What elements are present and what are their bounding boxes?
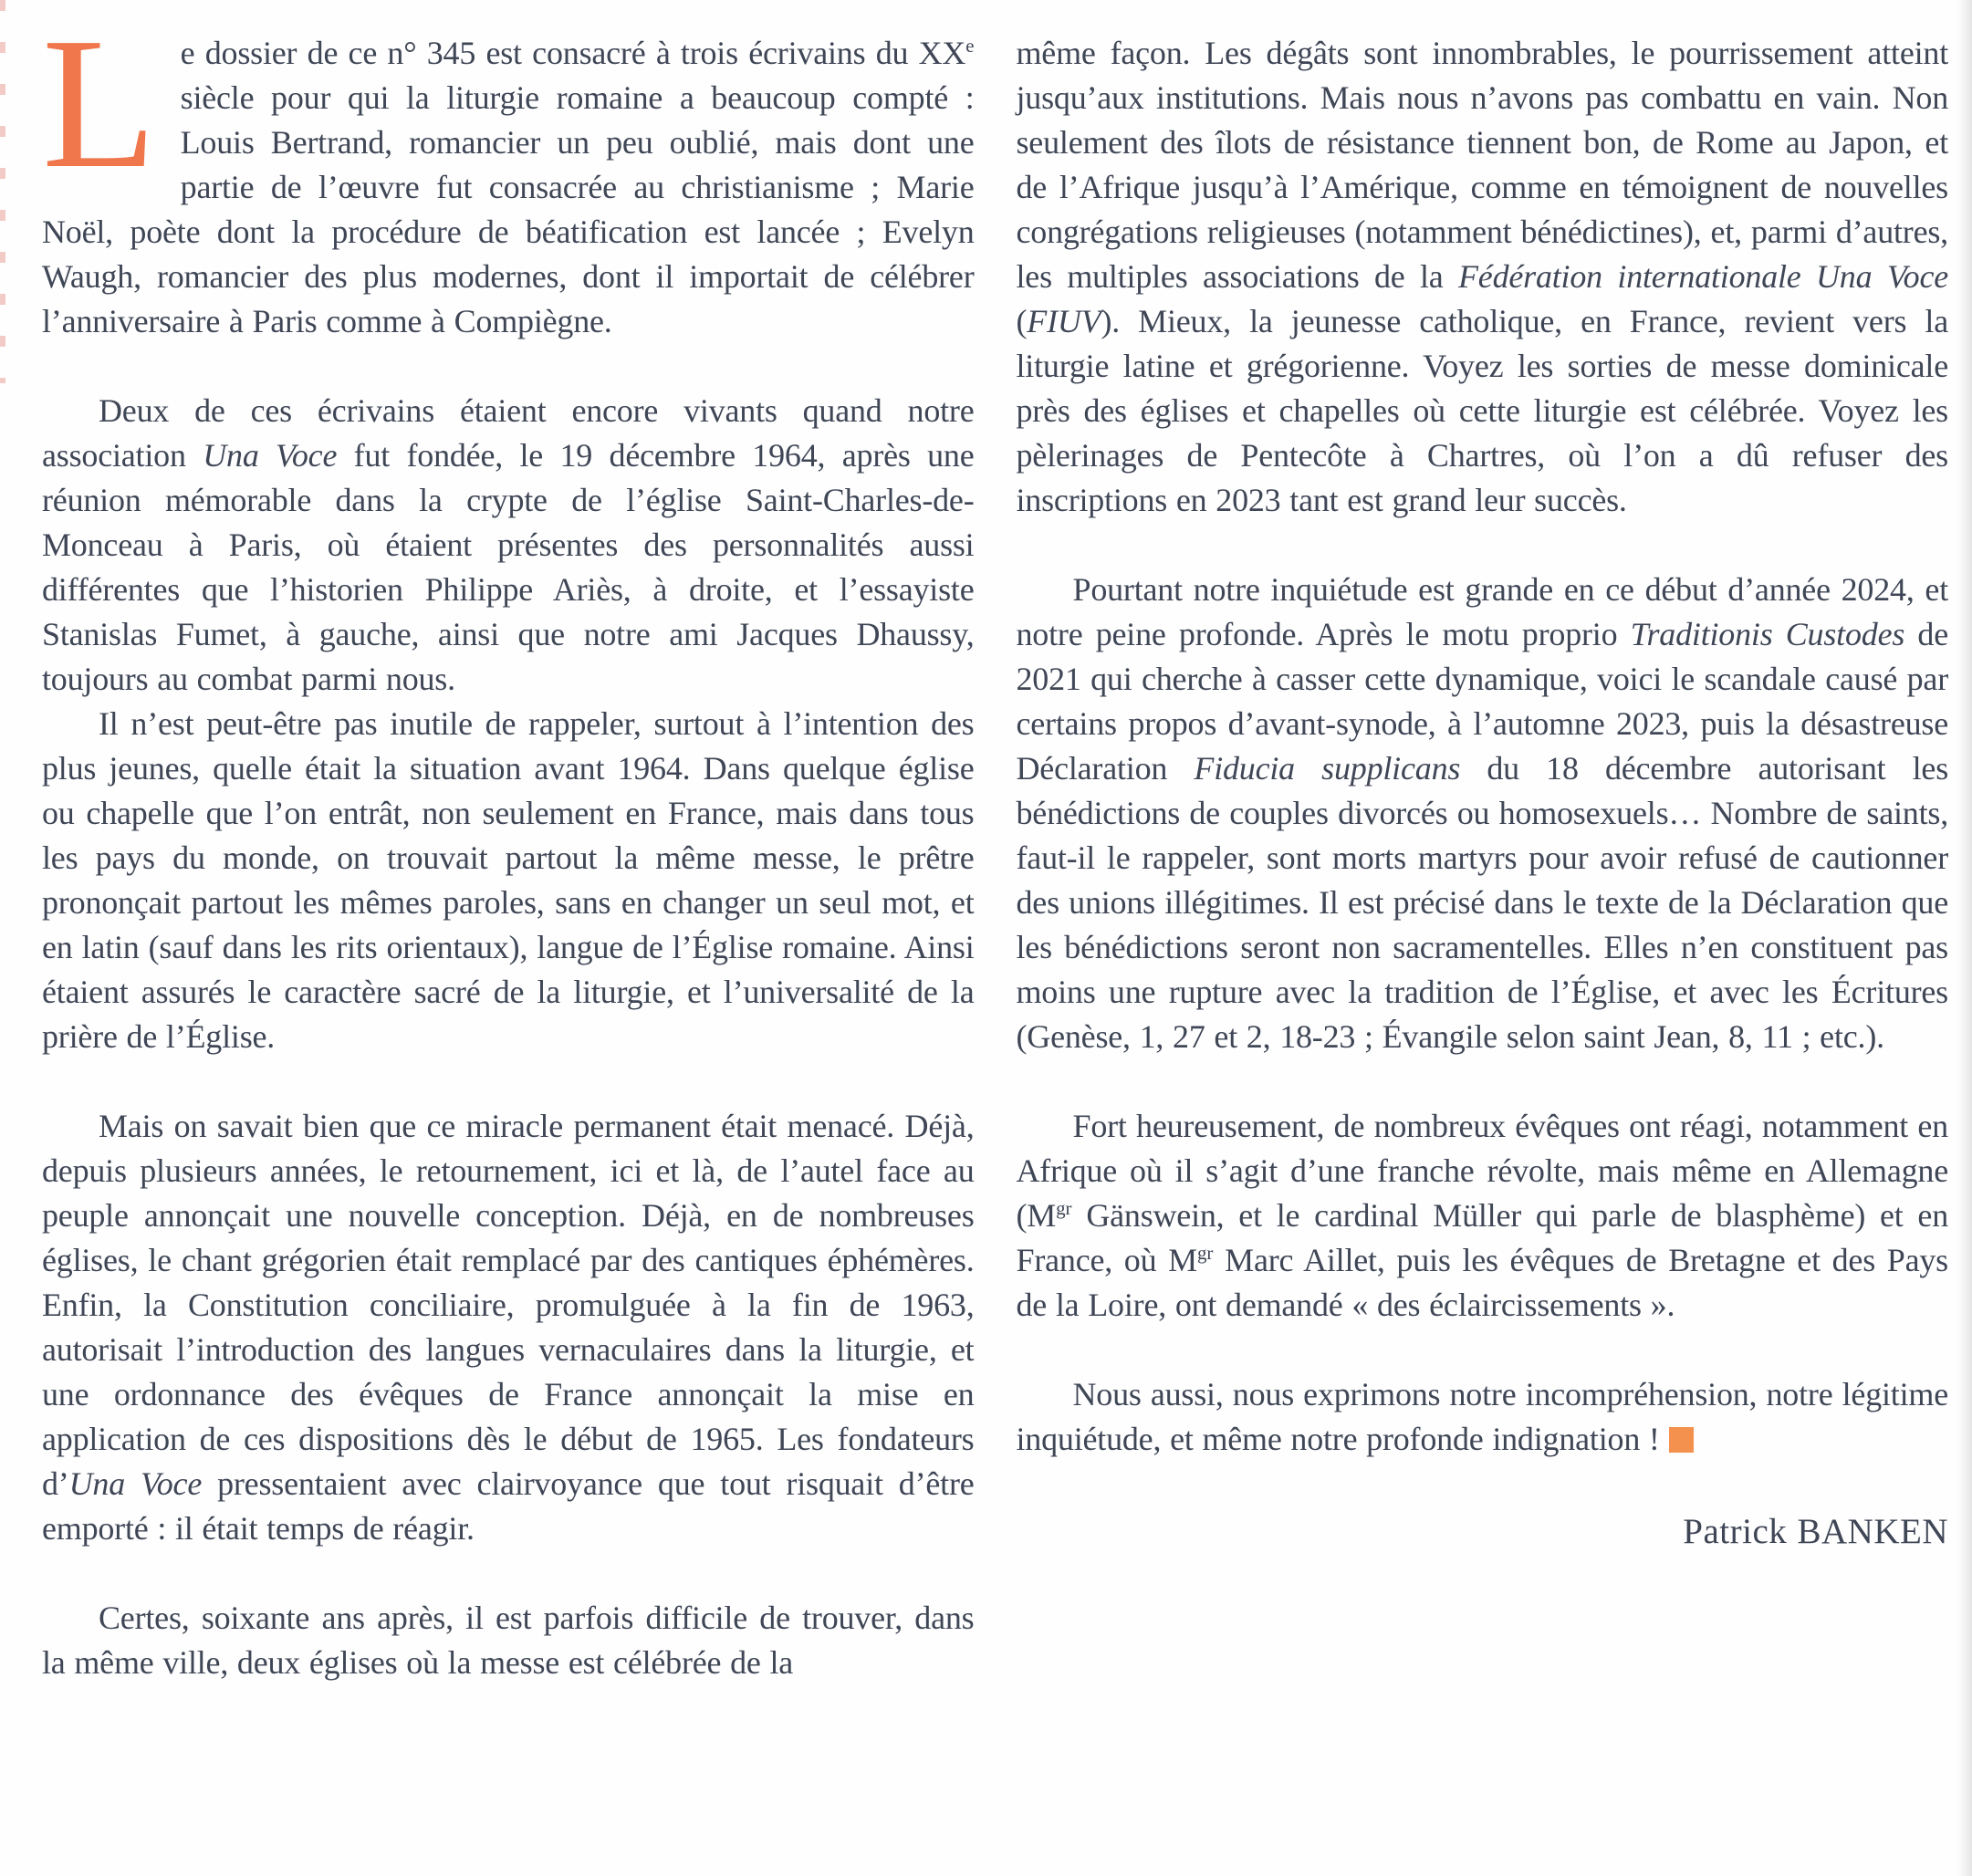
paragraph: [42, 389, 975, 702]
column-left: [42, 0, 975, 1876]
paragraph: [42, 1104, 975, 1551]
body-text: Nous aussi, nous exprimons notre incompréhension, notre légitime inquiétude, et même notre profonde indignation !: [1016, 1376, 1948, 1457]
superscript-text: gr: [1196, 1242, 1214, 1264]
paragraph: [42, 0, 975, 344]
paragraph: [1017, 568, 1949, 1059]
paragraph: [42, 702, 975, 1059]
italic-text: Una Voce: [203, 437, 338, 474]
drop-cap-letter: L: [42, 0, 157, 207]
column-right: [1017, 31, 1949, 1876]
paragraph: [1017, 1104, 1949, 1328]
italic-text: FIUV: [1027, 303, 1101, 339]
body-text: Fort heureusement, de nombreux évêques ont réagi, notamment en Afrique où il s’agit d’une franche révolte, mais même en Allemagne (M: [1016, 1108, 1948, 1234]
body-text: même façon. Les dégâts sont innombrables, le pourrissement atteint jusqu’aux institutions. Mais nous n’avons pas combattu en vain. Non seulement des îlots de résistance tiennent bon, de Rome au Japon, et de l’Afrique jusqu’à l’Amérique, comme en témoignent de nouvelles congrégations religieuses (notamment bénédictines), et, parmi d’autres, les multiples associations de la: [1016, 35, 1948, 295]
body-text: Mais on savait bien que ce miracle permanent était menacé. Déjà, depuis plusieurs années, le retournement, ici et là, de l’autel face au peuple annonçait une nouvelle conception. Déjà, en de nombreuses églises, le chant grégorien était remplacé par des cantiques éphémères. Enfin, la Constitution conciliaire, promulguée à la fin de 1963, autorisait l’introduction des langues vernaculaires dans la liturgie, et une ordonnance des évêques de France annonçait la mise en application de ces dispositions dès le début de 1965. Les fondateurs d’: [42, 1108, 975, 1502]
body-text: (: [1016, 303, 1028, 339]
body-text: e dossier de ce n° 345 est consacré à trois écrivains du XX: [180, 35, 966, 71]
superscript-text: gr: [1056, 1197, 1072, 1219]
body-text: siècle pour qui la liturgie romaine a beaucoup compté : Louis Bertrand, romancier un peu oublié, mais dont une partie de l’œuvre fut consacrée au christianisme ; Marie Noël, poète dont la procédure de béatification est lancée ; Evelyn Waugh, romancier des plus modernes, dont il importait de célébrer l’anniversaire à Paris comme à Compiègne.: [42, 79, 975, 339]
body-text: Marc Aillet, puis les évêques de Bretagne et des Pays de la Loire, ont demandé « des éclaircissements ».: [1016, 1242, 1948, 1323]
italic-text: Una Voce: [68, 1465, 203, 1502]
body-text: Il n’est peut-être pas inutile de rappeler, surtout à l’intention des plus jeunes, quelle était la situation avant 1964. Dans quelque église ou chapelle que l’on entrât, non seulement en France, mais dans tous les pays du monde, on trouvait partout la même messe, le prêtre prononçait partout les mêmes paroles, sans en changer un seul mot, et en latin (sauf dans les rits orientaux), langue de l’Église romaine. Ainsi étaient assurés le caractère sacré de la liturgie, et l’universalité de la prière de l’Église.: [42, 705, 975, 1055]
paragraph: [42, 1596, 975, 1685]
paragraph: [1017, 1372, 1949, 1462]
paragraph: [1017, 31, 1949, 523]
body-text: du 18 décembre autorisant les bénédictions de couples divorcés ou homosexuels… Nombre de saints, faut-il le rappeler, sont morts martyrs pour avoir refusé de cautionner des unions illégitimes. Il est précisé dans le texte de la Déclaration que les bénédictions seront non sacramentelles. Elles n’en constituent pas moins une rupture avec la tradition de l’Église, et avec les Écritures (Genèse, 1, 27 et 2, 18-23 ; Évangile selon saint Jean, 8, 11 ; etc.).: [1016, 750, 1949, 1055]
article-end-mark-square: [1669, 1427, 1694, 1453]
signature: [1017, 1509, 1949, 1554]
italic-text: Traditionis Custodes: [1630, 616, 1905, 652]
body-text: Patrick BANKEN: [1683, 1512, 1948, 1551]
superscript-text: e: [965, 35, 975, 57]
body-text: Gänswein, et le cardinal Müller qui parle de blasphème) et en France, où M: [1016, 1197, 1948, 1278]
body-text: fut fondée, le 19 décembre 1964, après une réunion mémorable dans la crypte de l’église Saint-Charles-de-Monceau à Paris, où étaient présentes des personnalités aussi différentes que l’historien Philippe Ariès, à droite, et l’essayiste Stanislas Fumet, à gauche, ainsi que notre ami Jacques Dhaussy, toujours au combat parmi nous.: [42, 437, 975, 697]
italic-text: Fédération internationale Una Voce: [1458, 258, 1948, 295]
body-text: Deux de ces écrivains étaient encore vivants quand notre association: [42, 392, 975, 474]
body-text: de 2021 qui cherche à casser cette dynamique, voici le scandale causé par certains propos d’avant-synode, à l’automne 2023, puis la désastreuse Déclaration: [1016, 616, 1948, 787]
body-text: Certes, soixante ans après, il est parfois difficile de trouver, dans la même ville, deux églises où la messe est célébrée de la: [42, 1600, 975, 1681]
body-text: ). Mieux, la jeunesse catholique, en France, revient vers la liturgie latine et grégorienne. Voyez les sorties de messe dominicale près des églises et chapelles où cette liturgie est célébrée. Voyez les pèlerinages de Pentecôte à Chartres, où l’on a dû refuser des inscriptions en 2023 tant est grand leur succès.: [1016, 303, 1948, 518]
body-text: Pourtant notre inquiétude est grande en ce début d’année 2024, et notre peine profonde. Après le motu proprio: [1016, 571, 1948, 652]
italic-text: Fiducia supplicans: [1194, 750, 1461, 787]
body-text: pressentaient avec clairvoyance que tout risquait d’être emporté : il était temps de réagir.: [42, 1465, 975, 1547]
